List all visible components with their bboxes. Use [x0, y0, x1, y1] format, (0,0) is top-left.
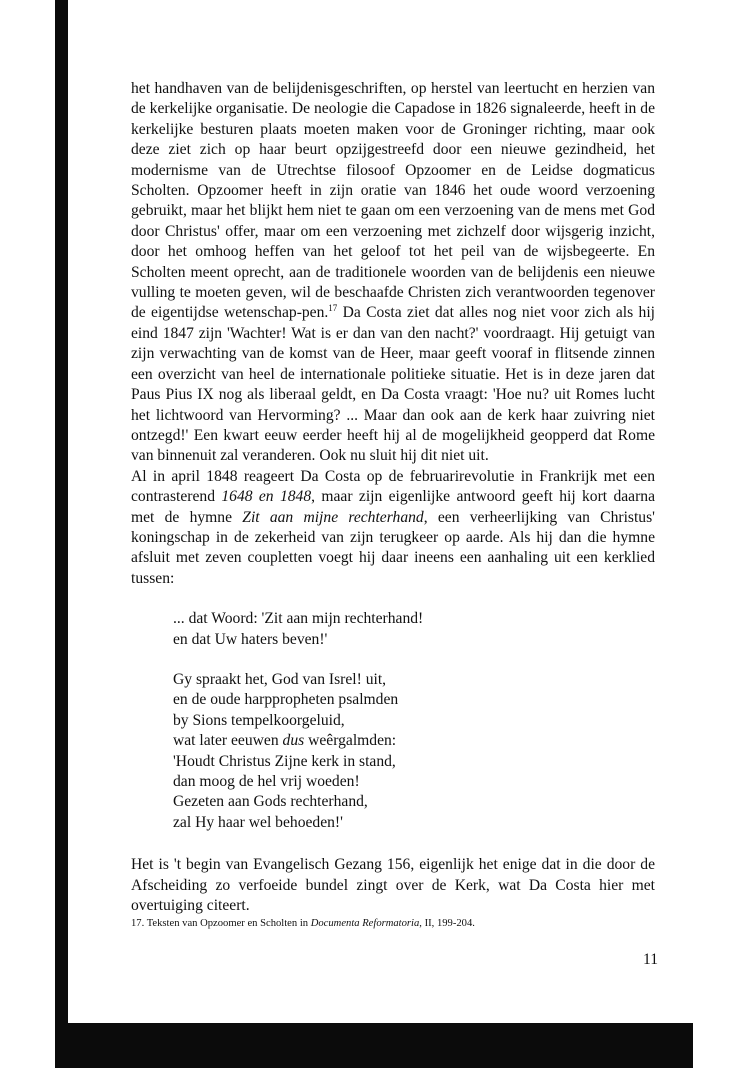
- poem-title-1648-en-1848: 1648 en 1848: [221, 488, 312, 506]
- verse-line: en de oude harppropheten psalmden: [173, 691, 399, 709]
- stanza-2: [173, 670, 655, 833]
- paragraph-1: [131, 79, 655, 467]
- verse-italic-word: dus: [282, 732, 305, 750]
- footnote-reference: 17: [328, 303, 338, 314]
- verse-line: ... dat Woord: 'Zit aan mijn rechterhand!: [173, 610, 424, 628]
- footnote-text-after: , II, 199-204.: [419, 918, 475, 929]
- paragraph-2-part-3: , een verheerlijking van Christus' koningschap in de zekerheid van zijn terugkeer op aarde. Als hij dan die hymne afsluit met zeven coupletten voegt hij daar ineens een aanhaling uit een kerklied tussen:: [131, 508, 655, 587]
- page-number: 11: [642, 951, 658, 968]
- verse-line: dan moog de hel vrij woeden!: [173, 773, 360, 790]
- stanza-1: [173, 609, 655, 650]
- verse-line: 'Houdt Christus Zijne kerk in stand,: [173, 752, 396, 770]
- verse-line: by Sions tempelkoorgeluid,: [173, 711, 345, 729]
- footnote-source-title: Documenta Reformatoria: [310, 918, 420, 929]
- verse-line: en dat Uw haters beven!': [173, 630, 328, 648]
- hymn-title: Zit aan mijne rechterhand: [242, 508, 424, 526]
- paragraph-1-part-1: het handhaven van de belijdenisgeschriften, op herstel van leertucht en herzien van de kerkelijke organisatie. De neologie die Capadose in 1826 signaleerde, heeft in de kerkelijke besturen plaats moeten maken voor de Groninger richting, maar ook deze ziet zich op haar beurt opzijgestreefd door een nieuwe gezindheid, het modernisme van de Utrechtse filosoof Opzoomer en de Leidse dogmaticus Scholten. Opzoomer heeft in zijn oratie van 1846 het oude woord verzoening gebruikt, maar het blijkt hem niet te gaan om een verzoening van de mens met God door Christus' offer, maar om een verzoening met zichzelf door wijsgerig inzicht, door het omhoog heffen van het geloof tot het peil van de wijsbegeerte. En Scholten meent oprecht, aan de traditionele woorden van de belijdenis een nieuwe vulling te moeten geven, wil de beschaafde Christen zich verantwoorden tegenover de eigentijdse wetenschap-pen.: [131, 80, 655, 322]
- paragraph-1-part-2: Da Costa ziet dat alles nog niet voor zich als hij eind 1847 zijn 'Wachter! Wat is er dan van den nacht?' voordraagt. Hij getuigt van zijn verwachting van de komst van de Heer, maar geeft vooraf in flitsende zinnen een overzicht van heel de internationale politieke situatie. Het is in deze jaren dat Paus Pius IX nog als liberaal geldt, en Da Costa vraagt: 'Hoe nu? uit Romes lucht het lichtwoord van Hervorming? ... Maar dan ook aan de kerk haar zuivring niet ontzegd!' Een kwart eeuw eerder heeft hij al de mogelijkheid geopperd dat Rome van binnenuit zal veranderen. Ook nu sluit hij dit niet uit.: [131, 304, 655, 465]
- footnote-17: [131, 917, 655, 931]
- paragraph-2-part-1: Al in april 1848 reageert Da Costa op de februarirevolutie in Frankrijk met een contrasterend: [131, 467, 655, 506]
- paragraph-2-part-2: , maar zijn eigenlijke antwoord geeft hij kort daarna met de hymne: [131, 488, 656, 526]
- paragraph-2: [131, 467, 655, 589]
- verse-line-part: wat later eeuwen: [173, 732, 283, 750]
- paragraph-3: Het is 't begin van Evangelisch Gezang 156, eigenlijk het enige dat in die door de Afscheiding zo verfoeide bundel zingt over de Kerk, wat Da Costa hier met overtuiging citeert.: [131, 856, 655, 915]
- body-text-column: [131, 79, 655, 916]
- quoted-hymn: [173, 609, 655, 833]
- scan-edge-left: [55, 0, 68, 1068]
- verse-line: zal Hy haar wel behoeden!': [173, 813, 343, 831]
- verse-line-with-italic: [173, 731, 655, 751]
- verse-line: Gezeten aan Gods rechterhand,: [173, 793, 368, 811]
- verse-line-part: weêrgalmden:: [304, 732, 397, 750]
- footnote-text-before: 17. Teksten van Opzoomer en Scholten in: [131, 918, 311, 929]
- verse-line: Gy spraakt het, God van Isrel! uit,: [173, 670, 387, 688]
- scan-edge-bottom: [55, 1023, 693, 1068]
